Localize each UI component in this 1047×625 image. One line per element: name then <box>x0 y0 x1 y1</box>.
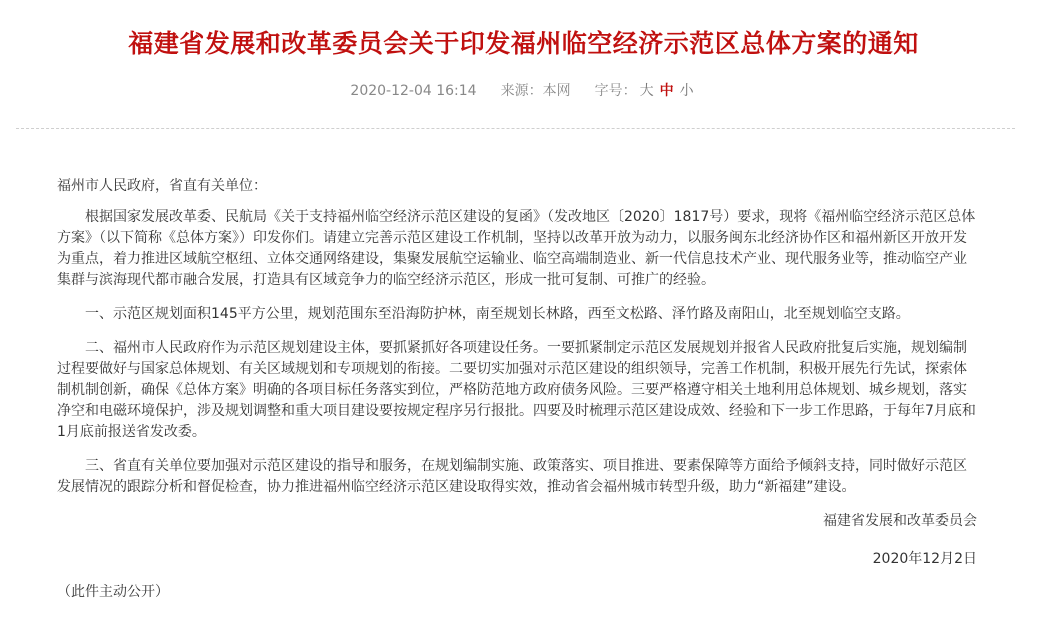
salutation: 福州市人民政府，省直有关单位： <box>57 178 267 194</box>
paragraph-2: 二、福州市人民政府作为示范区规划建设主体，要抓紧抓好各项建设任务。一要抓紧制定示范区发展规划并报省人民政府批复后实施，规划编制过程要做好与国家总体规划、有关区域规划和专项规划的衔接。二要切实加强对示范区建设的组织领导，完善工作机制，积极开展先行先试，探索体制机制创新，确保《总体方案》明确的各项目标任务落实到位，严格防范地方政府债务风险。三要严格遵守相关土地利用总体规划、城乡规划，落实净空和电磁环境保护，涉及规划调整和重大项目建设要按规定程序另行报批。四要及时梳理示范区建设成效、经验和下一步工作思路，于每年7月底和1月底前报送省发改委。 <box>57 340 976 440</box>
article-meta <box>0 80 1047 102</box>
sign-date: 2020年12月2日 <box>872 551 977 567</box>
font-size-medium-button[interactable]: 中 <box>659 83 674 99</box>
paragraph-3: 三、省直有关单位要加强对示范区建设的指导和服务，在规划编制实施、政策落实、项目推进、要素保障等方面给予倾斜支持，同时做好示范区发展情况的跟踪分析和督促检查，协力推进福州临空经济示范区建设取得实效，推动省会福州城市转型升级，助力“新福建”建设。 <box>57 458 967 495</box>
publish-datetime: 2020-12-04 16:14 <box>350 83 477 99</box>
article-body <box>57 176 977 603</box>
header-divider <box>16 128 1015 129</box>
font-size-small-button[interactable]: 小 <box>679 83 694 99</box>
disclosure-note: （此件主动公开） <box>57 584 169 600</box>
font-size-large-button[interactable]: 大 <box>639 83 654 99</box>
source-label: 来源：本网 <box>500 83 571 99</box>
paragraph-1: 一、示范区规划面积145平方公里，规划范围东至沿海防护林，南至规划长林路，西至文松路、泽竹路及南阳山，北至规划临空支路。 <box>85 306 910 322</box>
signer: 福建省发展和改革委员会 <box>823 513 977 529</box>
paragraph-intro: 根据国家发展改革委、民航局《关于支持福州临空经济示范区建设的复函》（发改地区〔2020〕1817号）要求，现将《福州临空经济示范区总体方案》（以下简称《总体方案》）印发你们。请建立完善示范区建设工作机制，坚持以改革开放为动力，以服务闽东北经济协作区和福州新区开放开发为重点，着力推进区域航空枢纽、立体交通网络建设，集聚发展航空运输业、临空高端制造业、新一代信息技术产业、现代服务业等，推动临空产业集群与滨海现代都市融合发展，打造具有区域竞争力的临空经济示范区，形成一批可复制、可推广的经验。 <box>57 209 976 288</box>
font-size-label: 字号： <box>594 83 637 99</box>
page-title: 福建省发展和改革委员会关于印发福州临空经济示范区总体方案的通知 <box>128 29 919 58</box>
